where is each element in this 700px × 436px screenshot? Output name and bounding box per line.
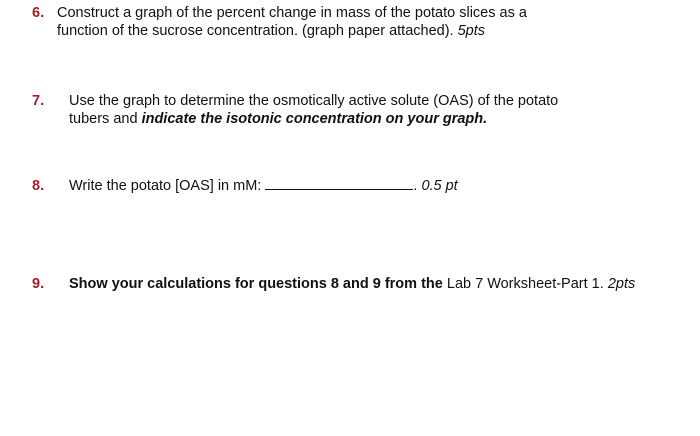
points-label: 2pts	[607, 276, 636, 292]
question-line: Construct a graph of the percent change in mass of the potato slices as a	[57, 5, 527, 21]
blank-period: .	[413, 178, 418, 194]
bold-instruction: Show your calculations for questions 8 and 9 from the	[69, 276, 443, 292]
question-number: 7.	[32, 93, 45, 109]
question-line-text: tubers and	[69, 111, 138, 127]
points-label: 5pts	[457, 23, 486, 39]
question-line-text: function of the sucrose concentration. (graph paper attached).	[57, 23, 454, 39]
question-text	[69, 92, 558, 128]
worksheet-reference: Lab 7 Worksheet-Part 1.	[446, 276, 604, 292]
question-text	[69, 177, 458, 195]
question-prompt: Write the potato [OAS] in mM:	[69, 178, 262, 194]
question-line	[57, 22, 527, 40]
answer-blank[interactable]	[265, 177, 413, 190]
emphasis-text: indicate the isotonic concentration on your graph.	[141, 111, 488, 127]
question-line	[69, 110, 558, 128]
question-line	[69, 275, 635, 293]
points-label: 0.5 pt	[421, 178, 458, 194]
question-line	[69, 177, 458, 195]
question-number: 6.	[32, 5, 45, 21]
question-number: 9.	[32, 276, 45, 292]
question-text	[69, 275, 635, 293]
question-text	[57, 4, 527, 40]
question-number: 8.	[32, 178, 45, 194]
question-line: Use the graph to determine the osmotically active solute (OAS) of the potato	[69, 93, 559, 109]
